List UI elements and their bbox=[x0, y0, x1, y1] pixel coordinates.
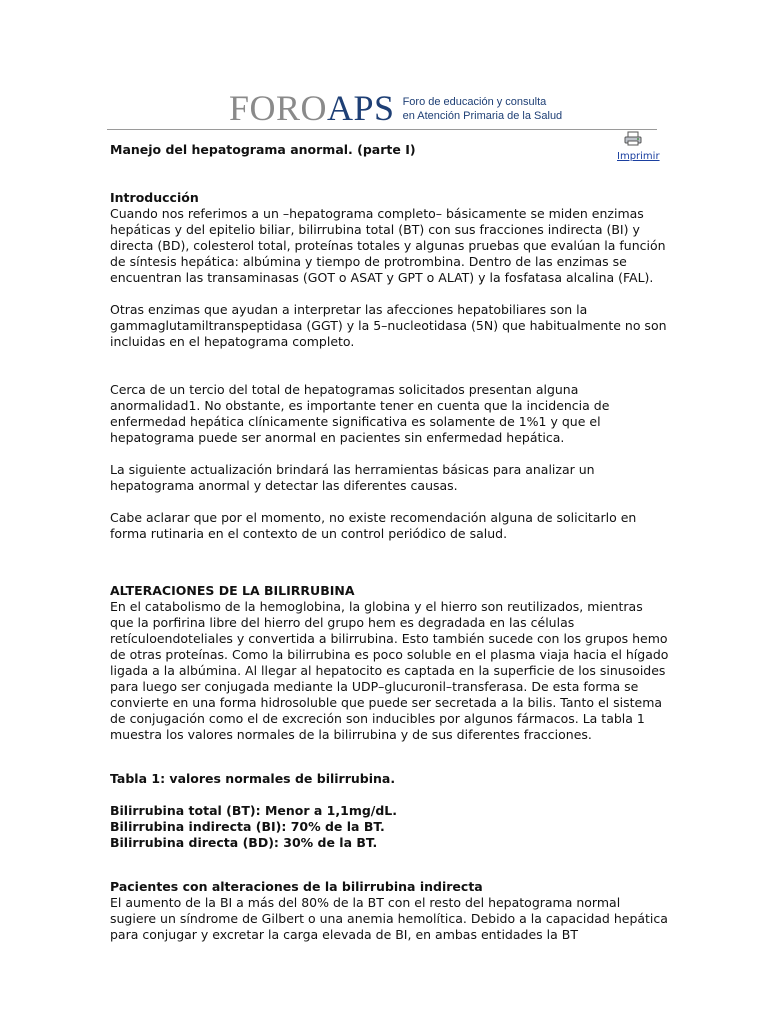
intro-paragraph-1: Cuando nos referimos a un –hepatograma completo– básicamente se miden enzimas hepáticas y del epitelio biliar, bilirrubina total (BT) con sus fracciones indirecta (BI) y directa (BD), colesterol total, proteínas totales y algunas pruebas que evalúan la función de síntesis hepática: albúmina y tiempo de protrombina. Dentro de las enzimas se encuentran las transaminasas (GOT o ASAT y GPT o ALAT) y la fosfatasa alcalina (FAL). bbox=[110, 206, 666, 285]
intro-paragraph-5: Cabe aclarar que por el momento, no existe recomendación alguna de solicitarlo en forma rutinaria en el contexto de un control periódico de salud. bbox=[110, 510, 637, 541]
printer-icon bbox=[624, 131, 642, 150]
tagline-line-2: en Atención Primaria de la Salud bbox=[402, 110, 563, 122]
logo-prefix: FORO bbox=[229, 88, 328, 128]
intro-paragraph-4: La siguiente actualización brindará las herramientas básicas para analizar un hepatograma anormal y detectar las diferentes causas. bbox=[110, 462, 595, 493]
print-label: Imprimir bbox=[617, 151, 660, 162]
print-link[interactable] bbox=[617, 131, 665, 163]
indirecta-heading: Pacientes con alteraciones de la bilirrubina indirecta bbox=[110, 879, 483, 894]
logo-emphasis: APS bbox=[327, 88, 395, 128]
site-tagline bbox=[403, 95, 563, 123]
intro-paragraph-3: Cerca de un tercio del total de hepatogramas solicitados presentan alguna anormalidad1. No obstante, es importante tener en cuenta que la incidencia de enfermedad hepática clínicamente significativa es solamente de 1%1 y que el hepatograma puede ser anormal en pacientes sin enfermedad hepática. bbox=[110, 382, 610, 445]
header-divider bbox=[107, 129, 657, 130]
article-body bbox=[110, 190, 670, 943]
bilirrubina-heading: ALTERACIONES DE LA BILIRRUBINA bbox=[110, 583, 355, 598]
intro-paragraph-2: Otras enzimas que ayudan a interpretar las afecciones hepatobiliares son la gammaglutamiltranspeptidasa (GGT) y la 5–nucleotidasa (5N) que habitualmente no son incluidas en el hepatograma completo. bbox=[110, 302, 667, 349]
intro-heading: Introducción bbox=[110, 190, 199, 205]
document-title: Manejo del hepatograma anormal. (parte I) bbox=[110, 142, 416, 157]
table-row: Bilirrubina directa (BD): 30% de la BT. bbox=[110, 835, 378, 850]
table-row: Bilirrubina total (BT): Menor a 1,1mg/dL. bbox=[110, 803, 398, 818]
indirecta-paragraph: El aumento de la BI a más del 80% de la BT con el resto del hepatograma normal sugiere un síndrome de Gilbert o una anemia hemolítica. Debido a la capacidad hepática para conjugar y excretar la carga elevada de BI, en ambas entidades la BT bbox=[110, 895, 668, 942]
tagline-line-1: Foro de educación y consulta bbox=[402, 96, 547, 108]
foroaps-logo bbox=[229, 90, 395, 126]
site-header bbox=[229, 90, 562, 130]
table-row: Bilirrubina indirecta (BI): 70% de la BT. bbox=[110, 819, 385, 834]
bilirrubina-paragraph: En el catabolismo de la hemoglobina, la globina y el hierro son reutilizados, mientras que la porfirina libre del hierro del grupo hem es degradada en las células retículoendoteliales y convertida a bilirrubina. Esto también sucede con los grupos hemo de otras proteínas. Como la bilirrubina es poco soluble en el plasma viaja hacia el hígado ligada a la albúmina. Al llegar al hepatocito es captada en la superficie de los sinusoides para luego ser conjugada mediante la UDP–glucuronil–transferasa. De esta forma se convierte en una forma hidrosoluble que puede ser secretada a la bilis. Tanto el sistema de conjugación como el de excreción son inducibles por algunos fármacos. La tabla 1 muestra los valores normales de la bilirrubina y de sus diferentes fracciones. bbox=[110, 599, 669, 742]
table-title: Tabla 1: valores normales de bilirrubina. bbox=[110, 771, 396, 786]
